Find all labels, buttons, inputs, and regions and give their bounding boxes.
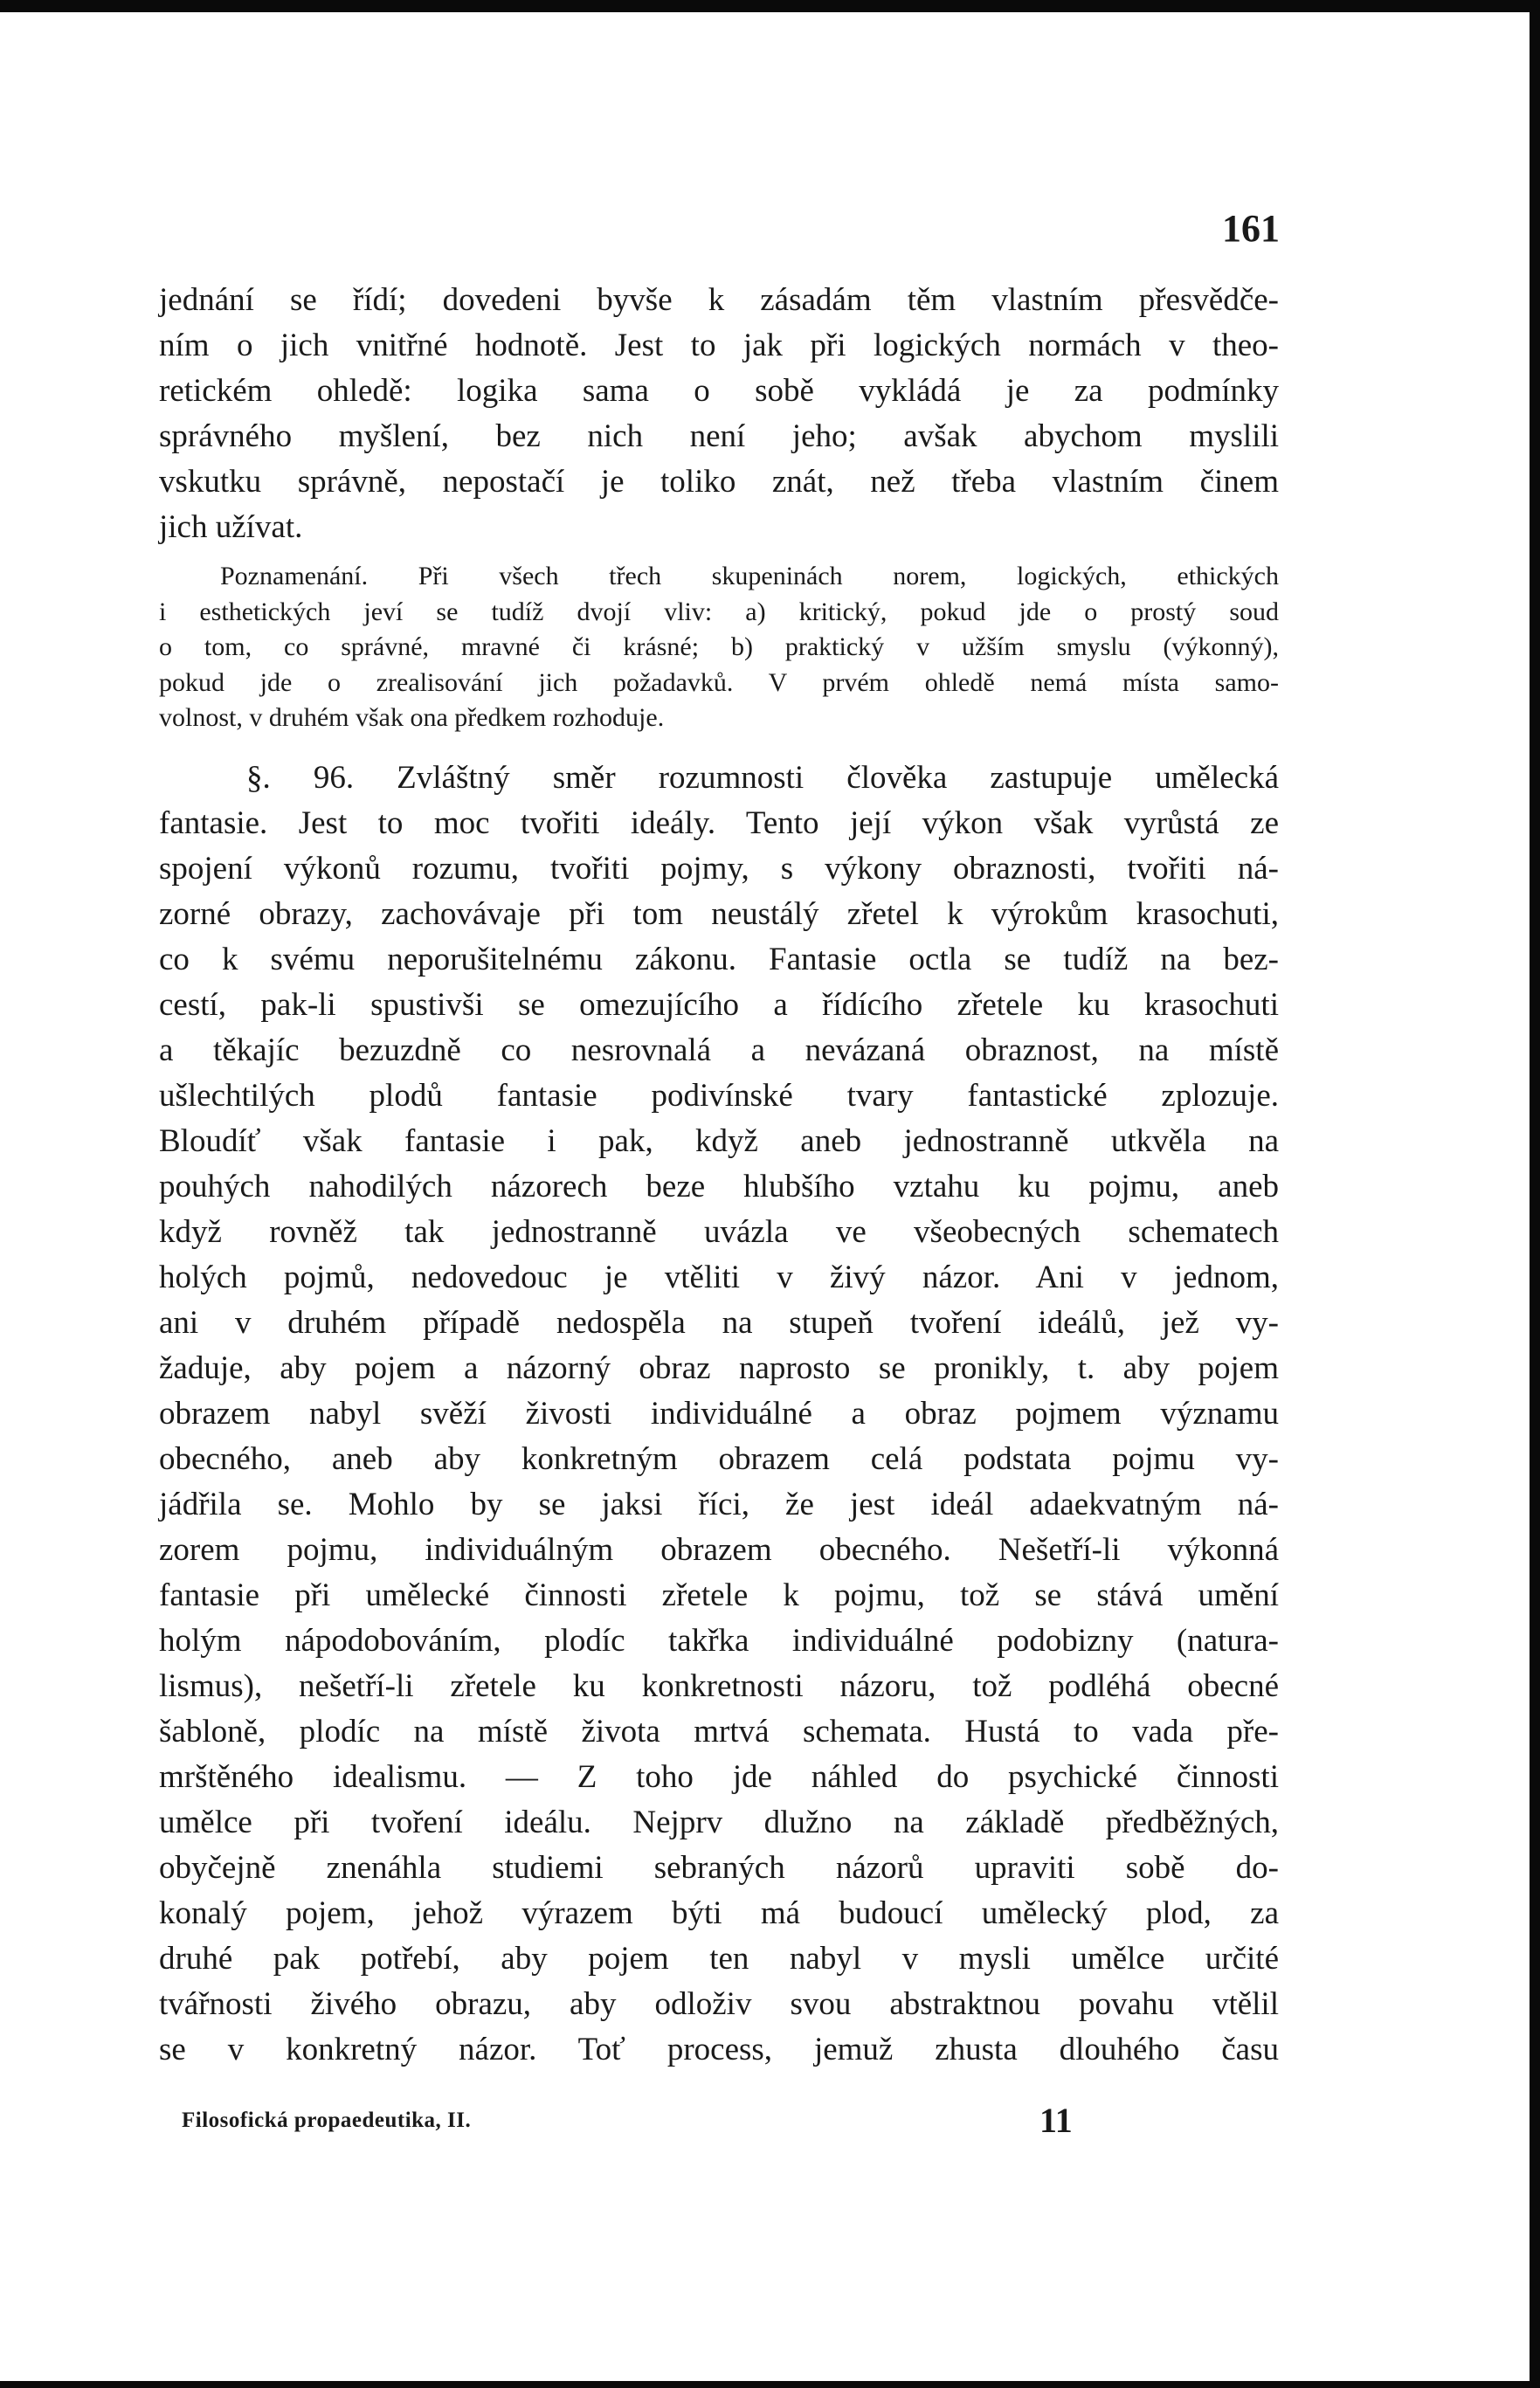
text-line: pokud jde o zrealisování jich požadavků. V prvém ohledě nemá místa samo- bbox=[159, 667, 1279, 697]
section-heading-line: §. 96. Zvláštný směr rozumnosti člověka zastupuje umělecká bbox=[246, 760, 1279, 796]
text-line: žaduje, aby pojem a názorný obraz naprosto se pronikly, t. aby pojem bbox=[159, 1350, 1279, 1386]
text-line: mrštěného idealismu. — Z toho jde náhled do psychické činnosti bbox=[159, 1759, 1279, 1795]
text-line: se v konkretný názor. Toť process, jemuž zhusta dlouhého času bbox=[159, 2032, 1279, 2067]
text-line: zorem pojmu, individuálným obrazem obecného. Nešetří-li výkonná bbox=[159, 1532, 1279, 1568]
text-line: volnost, v druhém však ona předkem rozhoduje. bbox=[159, 703, 665, 732]
text-line: pouhých nahodilých názorech beze hlubšího vztahu ku pojmu, aneb bbox=[159, 1169, 1279, 1204]
text-line: co k svému neporušitelnému zákonu. Fantasie octla se tudíž na bez- bbox=[159, 942, 1279, 977]
text-line: tvářnosti živého obrazu, aby odloživ svou abstraktnou povahu vtělil bbox=[159, 1986, 1279, 2022]
text-line: obecného, aneb aby konkretným obrazem celá podstata pojmu vy- bbox=[159, 1441, 1279, 1477]
page-number: 161 bbox=[1222, 207, 1280, 250]
text-line: ušlechtilých plodů fantasie podivínské tvary fantastické zplozuje. bbox=[159, 1078, 1279, 1114]
footer-book-title: Filosofická propaedeutika, II. bbox=[182, 2108, 472, 2132]
footnote-remark bbox=[159, 559, 1279, 736]
text-line: vskutku správně, nepostačí je toliko znát, než třeba vlastním činem bbox=[159, 464, 1279, 500]
paragraph-continuation bbox=[159, 278, 1279, 550]
scan-border-right bbox=[1530, 0, 1540, 2388]
text-line: spojení výkonů rozumu, tvořiti pojmy, s výkony obraznosti, tvořiti ná- bbox=[159, 851, 1279, 887]
text-line: holých pojmů, nedovedouc je vtěliti v živý názor. Ani v jednom, bbox=[159, 1260, 1279, 1295]
text-line: obyčejně znenáhla studiemi sebraných názorů upraviti sobě do- bbox=[159, 1850, 1279, 1886]
text-line: ani v druhém případě nedospěla na stupeň tvoření ideálů, jež vy- bbox=[159, 1305, 1279, 1341]
text-line: jednání se řídí; dovedeni byvše k zásadám těm vlastním přesvědče- bbox=[159, 282, 1279, 318]
text-line: Bloudíť však fantasie i pak, když aneb jednostranně utkvěla na bbox=[159, 1123, 1279, 1159]
text-line: když rovněž tak jednostranně uvázla ve všeobecných schematech bbox=[159, 1214, 1279, 1250]
text-line: a těkajíc bezuzdně co nesrovnalá a nevázaná obraznost, na místě bbox=[159, 1032, 1279, 1068]
text-line: šabloně, plodíc na místě života mrtvá schemata. Hustá to vada pře- bbox=[159, 1714, 1279, 1750]
text-line: jádřila se. Mohlo by se jaksi říci, že jest ideál adaekvatným ná- bbox=[159, 1487, 1279, 1522]
text-line: umělce při tvoření ideálu. Nejprv dlužno na základě předběžných, bbox=[159, 1805, 1279, 1840]
text-line: Poznamenání. Při všech třech skupeninách norem, logických, ethických bbox=[220, 562, 1279, 590]
footer-signature-number: 11 bbox=[1039, 2101, 1073, 2140]
text-line: konalý pojem, jehož výrazem býti má budoucí umělecký plod, za bbox=[159, 1895, 1279, 1931]
text-line: cestí, pak-li spustivši se omezujícího a řídícího zřetele ku krasochuti bbox=[159, 987, 1279, 1023]
text-line: o tom, co správné, mravné či krásné; b) praktický v užším smyslu (výkonný), bbox=[159, 632, 1279, 661]
text-line: zorné obrazy, zachovávaje při tom neustálý zřetel k výrokům krasochuti, bbox=[159, 896, 1279, 932]
text-line: holým nápodobováním, plodíc takřka individuálné podobizny (natura- bbox=[159, 1623, 1279, 1659]
scan-border-bottom bbox=[0, 2381, 1540, 2388]
text-line: správného myšlení, bez nich není jeho; avšak abychom myslili bbox=[159, 418, 1279, 454]
text-line: druhé pak potřebí, aby pojem ten nabyl v mysli umělce určité bbox=[159, 1941, 1279, 1977]
text-line: ním o jich vnitřné hodnotě. Jest to jak při logických normách v theo- bbox=[159, 328, 1279, 363]
text-line: obrazem nabyl svěží živosti individuálné a obraz pojmem významu bbox=[159, 1396, 1279, 1432]
text-line: fantasie. Jest to moc tvořiti ideály. Tento její výkon však vyrůstá ze bbox=[159, 805, 1279, 841]
text-line: jich užívat. bbox=[159, 509, 303, 545]
section-96 bbox=[159, 756, 1279, 2073]
text-line: lismus), nešetří-li zřetele ku konkretnosti názoru, tož podléhá obecné bbox=[159, 1668, 1279, 1704]
text-line: retickém ohledě: logika sama o sobě vykládá je za podmínky bbox=[159, 373, 1279, 409]
scan-border-top bbox=[0, 0, 1540, 12]
text-line: fantasie při umělecké činnosti zřetele k pojmu, tož se stává umění bbox=[159, 1577, 1279, 1613]
text-line: i esthetických jeví se tudíž dvojí vliv: a) kritický, pokud jde o prostý soud bbox=[159, 597, 1279, 626]
